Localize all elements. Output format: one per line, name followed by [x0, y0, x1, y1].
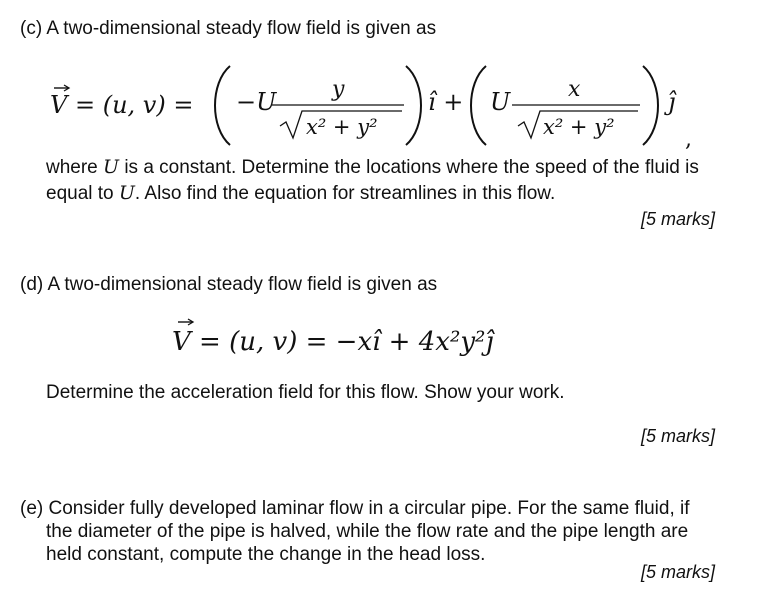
- part-e-line1: (e) Consider fully developed laminar flow in a circular pipe. For the same fluid, if: [20, 498, 690, 519]
- part-c-term2-den: x² + y²: [543, 115, 615, 139]
- part-d-heading: (d) A two-dimensional steady flow field is given as: [20, 274, 438, 295]
- part-c-term2-num: x: [568, 77, 581, 102]
- part-d-marks: [5 marks]: [641, 426, 716, 446]
- part-c-lhs: V = (u, v) =: [50, 91, 194, 119]
- svg-text:V = (u, v) = −xî + 4x²y²ĵ: V = (u, v) = −xî + 4x²y²ĵ: [172, 327, 494, 357]
- part-c-trailing-comma: ,: [685, 127, 692, 152]
- part-c-term1-num: y: [332, 77, 345, 102]
- part-c-heading: (c) A two-dimensional steady flow field is given as: [20, 18, 437, 39]
- part-c-term2-coef: U: [490, 88, 511, 116]
- part-e-marks: [5 marks]: [641, 562, 716, 582]
- part-c-i-hat: î +: [428, 88, 464, 116]
- part-e-line2: the diameter of the pipe is halved, while the flow rate and the pipe length are: [46, 521, 689, 542]
- part-d-instruction: Determine the acceleration field for this flow. Show your work.: [46, 382, 565, 403]
- part-c-term1-coef: −U: [236, 88, 277, 116]
- part-c-line1: where U is a constant. Determine the locations where the speed of the fluid is: [46, 156, 699, 178]
- part-d-equation: [160, 312, 610, 362]
- part-c-j-hat: ĵ: [668, 88, 676, 116]
- part-c-marks: [5 marks]: [641, 209, 716, 229]
- part-c-equation: [40, 58, 720, 153]
- part-c-line2: equal to U. Also find the equation for streamlines in this flow.: [46, 182, 556, 204]
- part-c-term1-den: x² + y²: [306, 115, 378, 139]
- part-e-line3: held constant, compute the change in the head loss.: [46, 544, 486, 565]
